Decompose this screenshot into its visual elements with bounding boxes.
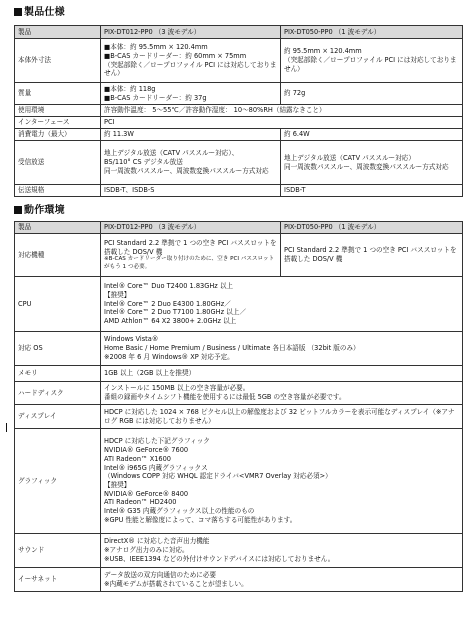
env-sound-line: DirectX® に対応した音声出力機能 bbox=[104, 537, 210, 546]
env-header-product: 製品 bbox=[15, 222, 101, 234]
env-graphics-line: NVIDIA® GeForce® 8400 bbox=[104, 489, 189, 498]
env-machine-a bbox=[101, 234, 281, 277]
env-os-line: ※2008 年 6 月 Windows® XP 対応予定。 bbox=[104, 352, 234, 361]
env-graphics-line: NVIDIA® GeForce® 7600 bbox=[104, 446, 189, 455]
env-section-title bbox=[14, 204, 65, 217]
spec-dimensions-a-line: ■本体：約 95.5mm × 120.4mm bbox=[104, 43, 208, 52]
spec-weight-a bbox=[101, 83, 281, 105]
env-graphics-line: ATI Radeon™ X1600 bbox=[104, 454, 171, 463]
env-label-os: 対応 OS bbox=[15, 332, 101, 366]
spec-row-power bbox=[15, 129, 463, 141]
spec-dimensions-b-line: （突起部除く／ロープロファイル PCI には対応しておりません） bbox=[284, 56, 457, 73]
spec-standard-a: ISDB-T、ISDB-S bbox=[101, 185, 281, 197]
env-sound-line: ※USB、IEEE1394 などの外付けサウンドデバイスには対応しておりません。 bbox=[104, 554, 335, 563]
env-row-machine bbox=[15, 234, 463, 277]
env-cpu-value bbox=[101, 277, 463, 332]
env-os-value bbox=[101, 332, 463, 366]
env-row-os bbox=[15, 332, 463, 366]
spec-broadcast-a bbox=[101, 141, 281, 185]
env-os-line: Windows Vista® bbox=[104, 335, 159, 344]
spec-dimensions-a-line: （突起部除く／ロープロファイル PCI には対応しておりません） bbox=[104, 60, 277, 78]
spec-label-standard: 伝送規格 bbox=[15, 185, 101, 197]
env-memory-line: 1GB 以上（2GB 以上を推奨） bbox=[104, 369, 196, 378]
env-graphics-line: Intel® G35 内蔵グラフィックス以上の性能のもの bbox=[104, 507, 255, 516]
env-machine-b-text: PCI Standard 2.2 準拠で 1 つの空き PCI バススロットを搭載した DOS/V 機 bbox=[284, 246, 457, 263]
env-sound-line: ※アナログ出力のみに対応。 bbox=[104, 546, 189, 555]
env-display-line: HDCP に対応した 1024 × 768 ピクセル以上の解像度および 32 ビットフルカラーを表示可能なディスプレイ（※アナログ RGB には対応しておりません） bbox=[104, 407, 455, 425]
spec-header-product: 製品 bbox=[15, 26, 101, 39]
env-row-memory bbox=[15, 366, 463, 382]
env-graphics-value bbox=[101, 429, 463, 534]
env-header-row bbox=[15, 222, 463, 234]
env-memory-value bbox=[101, 366, 463, 382]
env-row-graphics bbox=[15, 429, 463, 534]
spec-row-environment bbox=[15, 105, 463, 117]
spec-interface-value: PCI bbox=[101, 117, 463, 129]
spec-environment-value: 許容動作温度： 5〜55℃／許容動作湿度： 10〜80%RH（結露なきこと） bbox=[101, 105, 463, 117]
env-header-model-b: PIX-DT050-PP0 （1 波モデル） bbox=[281, 222, 463, 234]
spec-row-interface bbox=[15, 117, 463, 129]
spec-label-environment: 使用環境 bbox=[15, 105, 101, 117]
spec-table bbox=[14, 25, 463, 197]
env-label-graphics: グラフィック bbox=[15, 429, 101, 534]
spec-label-dimensions: 本体外寸法 bbox=[15, 39, 101, 83]
env-graphics-line: （Windows COPP 対応 WHQL 認定ドライバ<VMR7 Overlay 対応必須>） bbox=[104, 472, 332, 481]
env-row-cpu bbox=[15, 277, 463, 332]
env-label-ethernet: イーサネット bbox=[15, 568, 101, 592]
env-machine-b bbox=[281, 234, 463, 277]
spec-dimensions-b bbox=[281, 39, 463, 83]
spec-row-broadcast bbox=[15, 141, 463, 185]
env-cpu-line: Intel® Core™ 2 Duo E4300 1.80GHz／ bbox=[104, 299, 231, 308]
env-hdd-line: インストールに 150MB 以上の空き容量が必要。 bbox=[104, 384, 250, 393]
env-ethernet-line: ※内蔵モデムが搭載されていることが望ましい。 bbox=[104, 579, 248, 588]
spec-power-a: 約 11.3W bbox=[101, 129, 281, 141]
env-row-display bbox=[15, 405, 463, 429]
spec-dimensions-a bbox=[101, 39, 281, 83]
spec-label-weight: 質量 bbox=[15, 83, 101, 105]
spec-dimensions-a-line: ■B-CAS カードリーダー：約 60mm × 75mm bbox=[104, 51, 247, 60]
spec-row-dimensions bbox=[15, 39, 463, 83]
spec-broadcast-b-line: 同一周波数パススルー、周波数変換パススルー方式対応 bbox=[284, 162, 449, 171]
env-cpu-line: Intel® Core™ 2 Duo T7100 1.80GHz 以上／ bbox=[104, 308, 246, 317]
spec-broadcast-a-line: 地上デジタル放送（CATV パススルー対応）、 bbox=[104, 149, 239, 158]
env-graphics-line: ATI Radeon™ HD2400 bbox=[104, 498, 177, 507]
env-ethernet-line: データ放送の双方向通信のために必要 bbox=[104, 570, 217, 579]
env-sound-value bbox=[101, 534, 463, 568]
spec-label-interface: インターフェース bbox=[15, 117, 101, 129]
spec-weight-b bbox=[281, 83, 463, 105]
env-table bbox=[14, 221, 463, 592]
spec-label-broadcast: 受信放送 bbox=[15, 141, 101, 185]
env-cpu-line: Intel® Core™ Duo T2400 1.83GHz 以上 bbox=[104, 282, 234, 291]
spec-weight-a-line: ■B-CAS カードリーダー：約 37g bbox=[104, 93, 207, 102]
env-label-machine: 対応機種 bbox=[15, 234, 101, 277]
spec-header-model-a: PIX-DT012-PP0 （3 波モデル） bbox=[101, 26, 281, 39]
spec-weight-b-line: 約 72g bbox=[284, 89, 306, 98]
spec-label-power: 消費電力（最大） bbox=[15, 129, 101, 141]
env-hdd-value bbox=[101, 382, 463, 405]
env-row-hdd bbox=[15, 382, 463, 405]
spec-header-row bbox=[15, 26, 463, 39]
env-machine-a-text: PCI Standard 2.2 準拠で 1 つの空き PCI バススロットを搭載した DOS/V 機 bbox=[104, 238, 277, 256]
env-label-cpu: CPU bbox=[15, 277, 101, 332]
env-machine-a-note: ※B-CAS カードリーダー取り付けのために、空き PCI バススロットがもう 1 つ必要。 bbox=[104, 256, 275, 270]
env-display-value bbox=[101, 405, 463, 429]
spec-power-b: 約 6.4W bbox=[281, 129, 463, 141]
env-header-model-a: PIX-DT012-PP0 （3 波モデル） bbox=[101, 222, 281, 234]
env-os-line: Home Basic / Home Premium / Business / Ultimate 各日本語版 （32bit 版のみ） bbox=[104, 344, 360, 353]
spec-row-weight bbox=[15, 83, 463, 105]
spec-section-title bbox=[14, 6, 65, 19]
env-graphics-line: 【推奨】 bbox=[104, 481, 131, 489]
env-label-memory: メモリ bbox=[15, 366, 101, 382]
env-graphics-line: ※GPU 性能と解像度によって、コマ落ちする可能性があります。 bbox=[104, 515, 297, 524]
env-ethernet-value bbox=[101, 568, 463, 592]
spec-row-standard bbox=[15, 185, 463, 197]
spec-broadcast-a-line: BS/110° CS デジタル放送 bbox=[104, 158, 183, 167]
spec-header-model-b: PIX-DT050-PP0 （1 波モデル） bbox=[281, 26, 463, 39]
env-row-ethernet bbox=[15, 568, 463, 592]
spec-broadcast-a-line: 同一周波数パススルー、周波数変換パススルー方式対応 bbox=[104, 166, 269, 175]
env-cpu-line: AMD Athlon™ 64 X2 3800+ 2.0GHz 以上 bbox=[104, 317, 237, 326]
env-title-text: 動作環境 bbox=[24, 205, 65, 216]
env-row-sound bbox=[15, 534, 463, 568]
env-label-sound: サウンド bbox=[15, 534, 101, 568]
spec-broadcast-b-line: 地上デジタル放送（CATV パススルー対応） bbox=[284, 153, 415, 162]
spec-title-text: 製品仕様 bbox=[24, 7, 65, 18]
square-bullet-icon bbox=[14, 206, 22, 214]
spec-dimensions-b-line: 約 95.5mm × 120.4mm bbox=[284, 47, 362, 56]
margin-mark bbox=[6, 423, 7, 432]
spec-weight-a-line: ■本体：約 118g bbox=[104, 84, 156, 93]
spec-standard-b: ISDB-T bbox=[281, 185, 463, 197]
square-bullet-icon bbox=[14, 8, 22, 16]
env-cpu-line: 【推奨】 bbox=[104, 290, 131, 299]
spec-broadcast-b bbox=[281, 141, 463, 185]
env-hdd-line: 番組の録画やタイムシフト機能を使用するには最低 5GB の空き容量が必要です。 bbox=[104, 393, 346, 401]
env-label-hdd: ハードディスク bbox=[15, 382, 101, 405]
env-graphics-line: HDCP に対応した下記グラフィック bbox=[104, 437, 210, 446]
env-graphics-line: Intel® i965G 内蔵グラフィックス bbox=[104, 463, 208, 472]
env-label-display: ディスプレイ bbox=[15, 405, 101, 429]
